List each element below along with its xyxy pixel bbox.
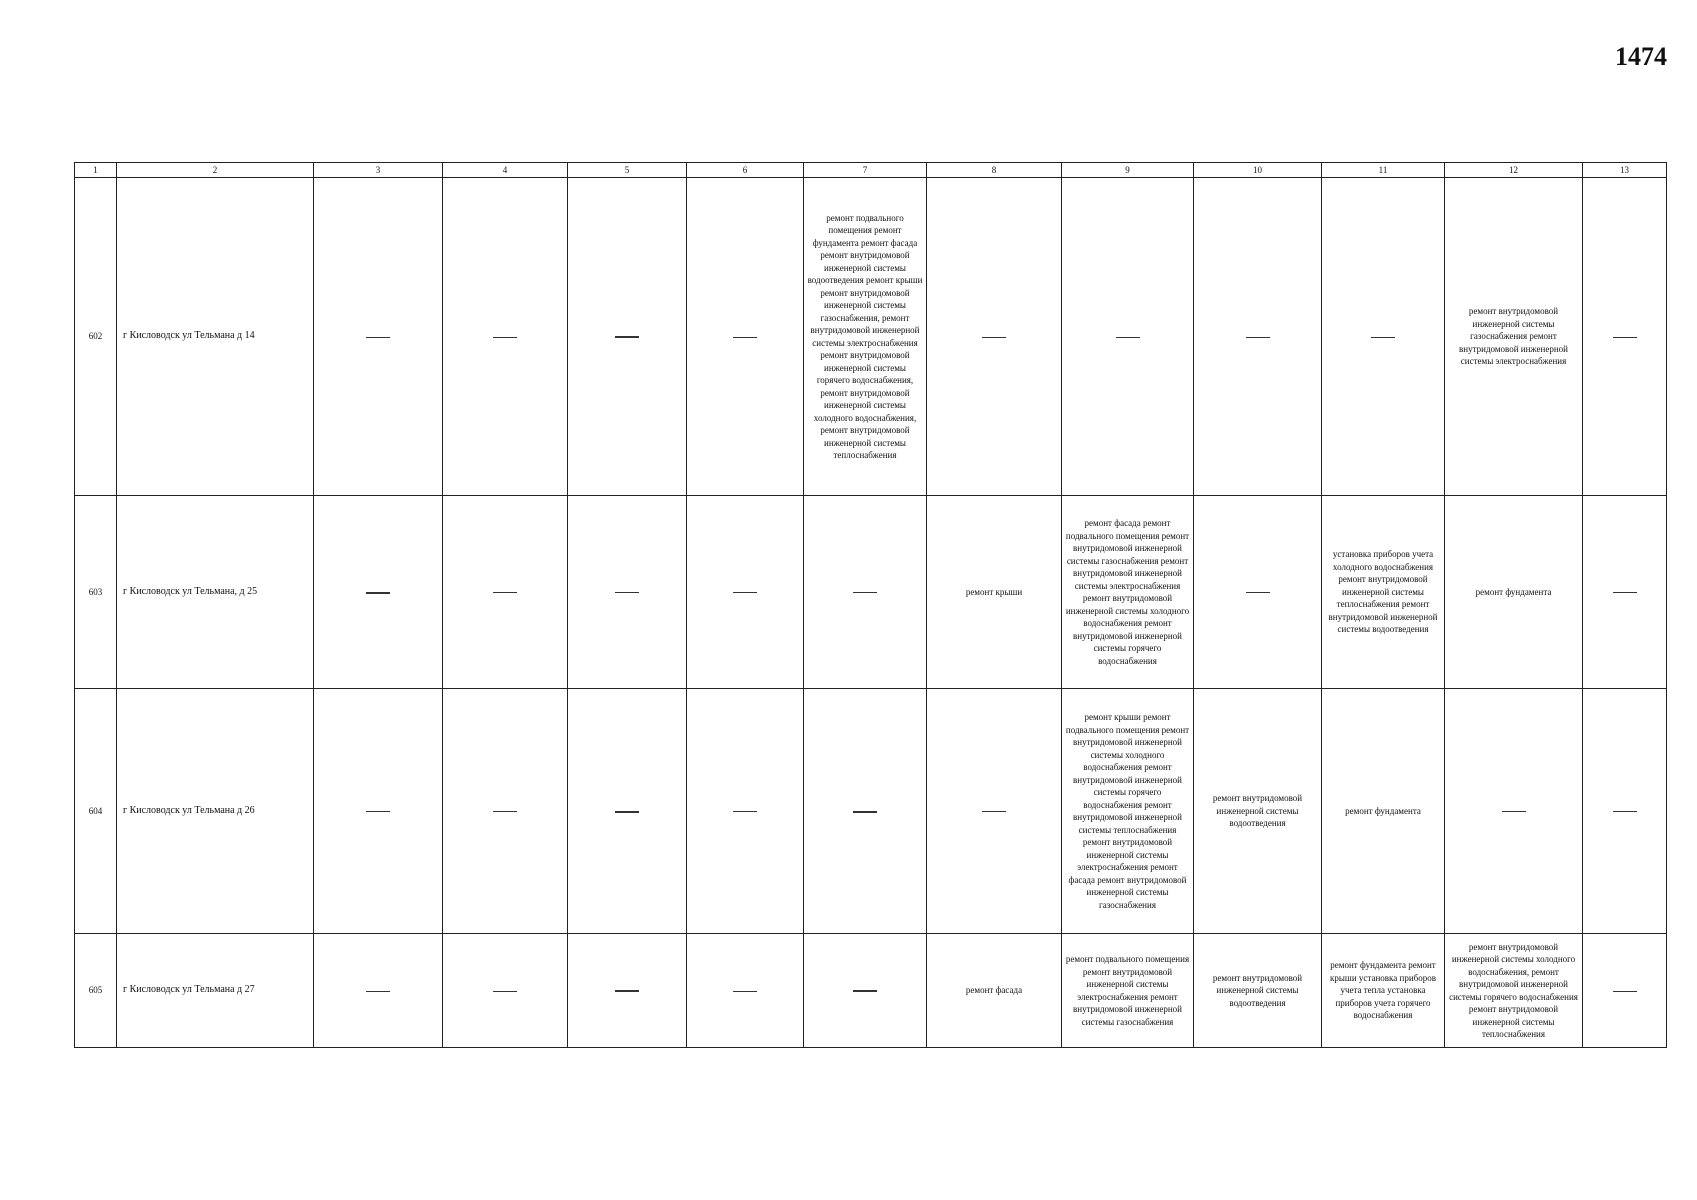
table-cell [927,496,1062,689]
table-cell [927,178,1062,496]
table-row [75,496,1667,689]
dash-mark [493,337,517,338]
work-list: ремонт фундамента [1345,805,1421,816]
table-cell [1445,178,1583,496]
row-number: 602 [75,178,117,496]
column-number-row [75,163,1667,178]
table-cell [804,178,927,496]
row-number: 605 [75,934,117,1048]
table-cell [687,934,804,1048]
work-list: ремонт фасада [965,985,1023,996]
dash-mark [1371,337,1395,338]
column-header: 5 [568,163,687,178]
table-cell [1194,178,1322,496]
column-header: 7 [804,163,927,178]
column-header: 8 [927,163,1062,178]
work-list: ремонт фундамента [1475,586,1552,597]
table-cell [1445,496,1583,689]
table-cell [314,496,443,689]
dash-mark [615,811,639,813]
table-cell [687,496,804,689]
table-cell [443,934,568,1048]
row-number: 603 [75,496,117,689]
repair-schedule-table [74,162,1667,1048]
dash-mark [982,337,1006,338]
table-cell [443,178,568,496]
table-cell [804,689,927,934]
address-cell: г Кисловодск ул Тельмана д 27 [117,934,314,1048]
work-list: ремонт фасада ремонт подвального помещения ремонт внутридомовой инженерной системы газоснабжения ремонт внутридомовой инженерной системы электроснабжения ремонт внутридомовой инженерной системы холодного водоснабжения ремонт внутридомовой инженерной системы горячего водоснабжения [1065,518,1190,666]
dash-mark [366,592,390,594]
table-cell [927,934,1062,1048]
column-header: 11 [1322,163,1445,178]
dash-mark [493,592,517,593]
dash-mark [1246,592,1270,593]
table-cell [1194,496,1322,689]
work-list: ремонт внутридомовой инженерной системы водоотведения [1212,793,1303,829]
table-cell [314,934,443,1048]
table-cell [687,178,804,496]
dash-mark [1613,991,1637,992]
table-cell [1583,689,1667,934]
dash-mark [853,990,877,992]
table-cell [443,689,568,934]
column-header: 4 [443,163,568,178]
table-cell [1194,934,1322,1048]
column-header: 3 [314,163,443,178]
work-list: ремонт подвального помещения ремонт внутридомовой инженерной системы электроснабжения ремонт внутридомовой инженерной системы газоснабжения [1065,954,1190,1027]
table-cell [1062,689,1194,934]
table-cell [1445,934,1583,1048]
work-list: ремонт крыши ремонт подвального помещения ремонт внутридомовой инженерной системы холодного водоснабжения ремонт внутридомовой инженерной системы горячего водоснабжения ремонт внутридомовой инженерной системы теплоснабжения ремонт внутридомовой инженерной системы электроснабжения ремонт фасада ремонт внутридомовой инженерной системы газоснабжения [1065,712,1190,910]
table-cell [1322,178,1445,496]
dash-mark [493,811,517,812]
dash-mark [493,991,517,992]
table-cell [927,689,1062,934]
work-list: ремонт крыши [965,586,1023,597]
table-cell [1322,934,1445,1048]
table-cell [1062,178,1194,496]
table-cell [314,689,443,934]
dash-mark [853,811,877,813]
column-header: 2 [117,163,314,178]
row-number: 604 [75,689,117,934]
address-cell: г Кисловодск ул Тельмана д 14 [117,178,314,496]
dash-mark [982,811,1006,812]
table-row [75,689,1667,934]
table-cell [568,689,687,934]
dash-mark [733,592,757,593]
work-list: ремонт внутридомовой инженерной системы газоснабжения ремонт внутридомовой инженерной системы электроснабжения [1459,306,1568,367]
column-header: 1 [75,163,117,178]
work-list: ремонт фундамента ремонт крыши установка приборов учета тепла установка приборов учета горячего водоснабжения [1330,960,1436,1021]
dash-mark [733,337,757,338]
dash-mark [615,336,639,338]
table-cell [1062,496,1194,689]
page-number: 1474 [1615,42,1667,71]
table-cell [568,496,687,689]
dash-mark [615,592,639,593]
dash-mark [1613,811,1637,812]
dash-mark [1613,337,1637,338]
dash-mark [733,811,757,812]
dash-mark [366,991,390,992]
table-cell [1583,496,1667,689]
dash-mark [366,337,390,338]
column-header: 10 [1194,163,1322,178]
table-cell [314,178,443,496]
dash-mark [366,811,390,812]
table-cell [687,689,804,934]
work-list: ремонт подвального помещения ремонт фундамента ремонт фасада ремонт внутридомовой инженерной системы водоотведения ремонт крыши ремонт внутридомовой инженерной системы газоснабжения, ремонт внутридомовой инженерной системы электроснабжения ремонт внутридомовой инженерной системы горячего водоснабжения, ремонт внутридомовой инженерной системы холодного водоснабжения, ремонт внутридомовой инженерной системы теплоснабжения [807,212,923,460]
table-cell [1194,689,1322,934]
table-cell [1062,934,1194,1048]
dash-mark [1116,337,1140,338]
work-list: ремонт внутридомовой инженерной системы водоотведения [1212,972,1303,1008]
dash-mark [853,592,877,593]
address-cell: г Кисловодск ул Тельмана, д 25 [117,496,314,689]
table-cell [568,178,687,496]
table-cell [1583,934,1667,1048]
dash-mark [1502,811,1526,812]
address-cell: г Кисловодск ул Тельмана д 26 [117,689,314,934]
work-list: ремонт внутридомовой инженерной системы холодного водоснабжения, ремонт внутридомовой инженерной системы горячего водоснабжения ремонт внутридомовой инженерной системы теплоснабжения [1449,941,1578,1039]
table-cell [1445,689,1583,934]
column-header: 13 [1583,163,1667,178]
table-row [75,934,1667,1048]
table-row [75,178,1667,496]
column-header: 6 [687,163,804,178]
dash-mark [733,991,757,992]
table-cell [1322,496,1445,689]
dash-mark [615,990,639,992]
table-cell [443,496,568,689]
column-header: 12 [1445,163,1583,178]
column-header: 9 [1062,163,1194,178]
table-cell [568,934,687,1048]
dash-mark [1246,337,1270,338]
table-cell [1322,689,1445,934]
dash-mark [1613,592,1637,593]
table-cell [804,496,927,689]
work-list: установка приборов учета холодного водоснабжения ремонт внутридомовой инженерной системы теплоснабжения ремонт внутридомовой инженерной системы водоотведения [1328,549,1438,635]
table-cell [804,934,927,1048]
table-cell [1583,178,1667,496]
